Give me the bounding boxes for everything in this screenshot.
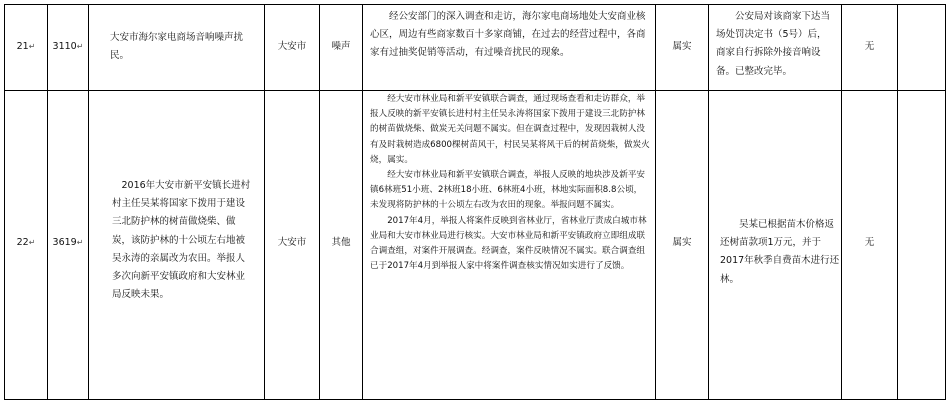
handling-text: 公安局对该商家下达当场处罚决定书（5号）后，商家自行拆除外接音响设备。已整改完毕。 bbox=[716, 11, 831, 77]
complaint-text: 大安市海尔家电商场音响噪声扰民。 bbox=[110, 32, 244, 62]
findings-paragraph: 经大安市林业局和新平安镇联合调查，通过现场查看和走访群众，举报人反映的新平安镇长进村村主任吴永涛将国家下拨用于建设三北防护林的树苗做烧柴、做炭无关问题不属实。但在调查过程中，发现因栽树人没有及时栽树造成6800棵树苗风干，村民吴某将风干后的树苗烧柴，做炭火烧，属实。 bbox=[370, 94, 650, 165]
result-cell bbox=[657, 38, 707, 56]
result-text: 属实 bbox=[672, 41, 692, 52]
row-number: 21 bbox=[16, 41, 29, 52]
complaint-cell bbox=[110, 29, 252, 65]
category-text: 噪声 bbox=[331, 41, 351, 52]
result-cell bbox=[657, 234, 707, 252]
col-rule bbox=[897, 4, 898, 400]
category-cell bbox=[321, 234, 361, 252]
findings-cell bbox=[370, 8, 650, 63]
col-rule bbox=[362, 4, 363, 400]
case-id-cell bbox=[49, 234, 87, 252]
case-id-cell bbox=[49, 38, 87, 56]
region-text: 大安市 bbox=[277, 41, 307, 52]
rule-bottom bbox=[4, 399, 946, 400]
case-id: 3110 bbox=[52, 41, 77, 52]
accountability-cell bbox=[843, 234, 896, 252]
accountability-text: 无 bbox=[864, 41, 875, 52]
col-rule bbox=[4, 4, 5, 400]
complaint-text: 2016年大安市新平安镇长进村村主任吴某将国家下拨用于建设三北防护林的树苗做烧柴、做炭，该防护林的十公顷左右地被吴永涛的亲属改为农田。举报人多次向新平安镇政府和大安林业局反映未果。 bbox=[112, 180, 251, 301]
col-rule bbox=[841, 4, 842, 400]
row-number: 22 bbox=[16, 237, 29, 248]
cell-end-mark: ↵ bbox=[76, 238, 84, 247]
findings-paragraph: 2017年4月，举报人将案件反映到省林业厅，省林业厅责成白城市林业局和大安市林业局进行核实。大安市林业局和新平安镇政府立即组成联合调查组，对案件开展调查。经调查，案件反映情况不属实。联合调查组已于2017年4月到举报人家中将案件调查核实情况如实进行了反馈。 bbox=[370, 215, 647, 272]
category-cell bbox=[321, 38, 361, 56]
result-text: 属实 bbox=[672, 237, 692, 248]
rule-top bbox=[4, 4, 946, 5]
cell-end-mark: ↵ bbox=[28, 42, 36, 51]
col-rule bbox=[264, 4, 265, 400]
col-rule bbox=[708, 4, 709, 400]
accountability-text: 无 bbox=[864, 237, 875, 248]
findings-paragraph: 经大安市林业局和新平安镇联合调查，举报人反映的地块涉及新平安镇6林班51小班、2林班18小班、6林班4小班，林地实际面积8.8公顷，未发现将防护林的十公顷左右改为农田的现象。举报问题不属实。 bbox=[370, 170, 646, 211]
cell-end-mark: ↵ bbox=[76, 42, 84, 51]
handling-cell bbox=[720, 216, 840, 289]
cell-end-mark: ↵ bbox=[28, 238, 36, 247]
category-text: 其他 bbox=[331, 237, 351, 248]
col-rule bbox=[945, 4, 946, 400]
region-text: 大安市 bbox=[277, 237, 307, 248]
col-rule bbox=[319, 4, 320, 400]
row-number-cell bbox=[6, 234, 46, 252]
region-cell bbox=[266, 234, 318, 252]
row-number-cell bbox=[6, 38, 46, 56]
rule-mid bbox=[4, 90, 946, 91]
findings-cell bbox=[370, 92, 650, 274]
col-rule bbox=[47, 4, 48, 400]
region-cell bbox=[266, 38, 318, 56]
complaint-cell bbox=[112, 177, 254, 304]
accountability-cell bbox=[843, 38, 896, 56]
col-rule bbox=[88, 4, 89, 400]
handling-text: 吴某已根据苗木价格返还树苗款项1万元，并于2017年秋季自费苗木进行还林。 bbox=[720, 219, 840, 285]
col-rule bbox=[655, 4, 656, 400]
findings-text: 经公安部门的深入调查和走访，海尔家电商场地处大安商业核心区，周边有些商家数百十多家商铺，在过去的经营过程中，各商家有过抽奖促销等活动，有过噪音扰民的现象。 bbox=[370, 11, 646, 59]
handling-cell bbox=[716, 8, 836, 81]
case-id: 3619 bbox=[52, 237, 77, 248]
